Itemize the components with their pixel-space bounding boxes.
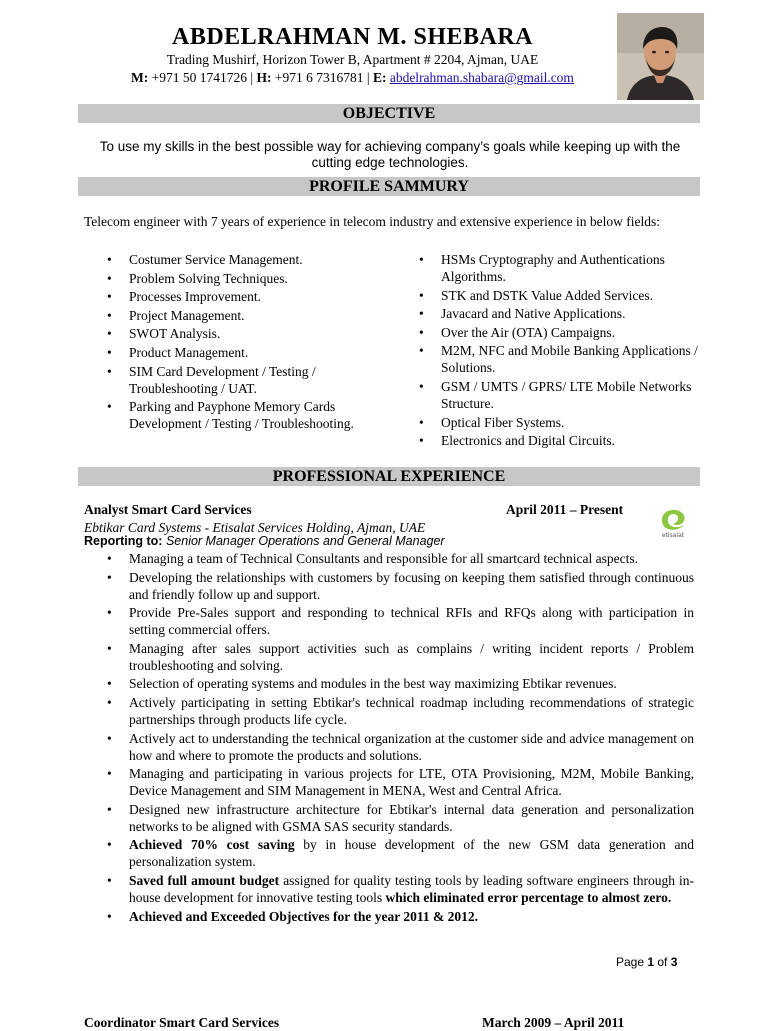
profile-heading: PROFILE SAMMURY [78,177,700,196]
experience-heading: PROFESSIONAL EXPERIENCE [78,467,700,486]
list-item [84,801,694,835]
list-item: • SWOT Analysis. [84,325,384,342]
bullet-text: Selection of operating systems and modules in the best way maximizing Ebtikar revenues. [129,676,617,692]
bullet-text: Managing a team of Technical Consultants and responsible for all smartcard technical aspects. [129,551,639,566]
reporting-label: Reporting to: [84,534,163,548]
highlight-text: which eliminated error percentage to almost zero. [385,889,672,905]
bullet-text: Actively act to understanding the technical organization at the customer side and advice management on how and where to promote the products and solutions. [129,730,694,763]
list-item: • M2M, NFC and Mobile Banking Applications / Solutions. [396,342,701,376]
list-item: • Problem Solving Techniques. [84,270,384,287]
list-item: • Processes Improvement. [84,288,384,305]
skills-left-column [84,251,384,434]
list-item [84,550,694,567]
list-item [84,872,694,906]
list-item [84,908,694,925]
home-number: +971 6 7316781 [274,70,364,85]
objective-text: To use my skills in the best possible way for achieving company’s goals while keeping up with the cutting edge technologies. [99,139,681,170]
list-item: • Electronics and Digital Circuits. [396,432,701,449]
bullet-text: Provide Pre-Sales support and responding to technical RFIs and RFQs along with participation in setting commercial offers. [129,605,694,638]
reporting-line [84,534,445,548]
company-name: Ebtikar Card Systems - Etisalat Services Holding, Ajman, UAE [84,520,426,535]
list-item: • Javacard and Native Applications. [396,305,701,322]
candidate-name: ABDELRAHMAN M. SHEBARA [171,24,533,50]
logo-text: etisalat [661,532,685,539]
list-item [84,675,694,692]
etisalat-logo [656,506,690,542]
list-item [84,836,694,870]
objective-heading: OBJECTIVE [78,104,700,123]
bullet-text: assigned for quality testing tools by leading software engineers through in-house development for innovative testing tools [129,872,694,905]
bullet-text: Actively participating in setting Ebtikar's technical roadmap including recommendations of strategic partnerships through products life cycle. [129,694,694,727]
reporting-to: Senior Manager Operations and General Manager [165,534,445,548]
next-job-title: Coordinator Smart Card Services [84,1015,280,1030]
separator: | [363,70,373,85]
job-title: Analyst Smart Card Services [84,502,252,517]
bullet-text: Designed new infrastructure architecture for Ebtikar's internal data generation and personalization networks to be aligned with GSMA SAS security standards. [129,801,694,834]
highlight-text: Achieved 70% cost saving [129,837,295,853]
list-item: • GSM / UMTS / GPRS/ LTE Mobile Networks Structure. [396,378,701,412]
separator: | [247,70,257,85]
contact-line [0,70,705,86]
job-dates: April 2011 – Present [506,502,624,517]
list-item [84,569,694,603]
address: Trading Mushirf, Horizon Tower B, Apartment # 2204, Ajman, UAE [166,52,539,67]
bullet-text: Managing and participating in various projects for LTE, OTA Provisioning, M2M, Mobile Banking, Device Management and SIM Management in MENA, West and Central Africa. [129,766,694,799]
list-item: • Parking and Payphone Memory Cards Development / Testing / Troubleshooting. [84,398,384,432]
list-item [84,640,694,674]
next-job-dates: March 2009 – April 2011 [482,1015,625,1030]
list-item: • Product Management. [84,344,384,361]
list-item: • Project Management. [84,307,384,324]
home-label: H: [256,70,272,85]
email-link[interactable]: abdelrahman.shabara@gmail.com [389,70,574,85]
experience-bullets [84,550,694,926]
list-item [84,730,694,764]
list-item: • Over the Air (OTA) Campaigns. [396,324,701,341]
list-item [84,604,694,638]
page-number: Page 1 of 3 [616,955,678,969]
bullet-text: Developing the relationships with customers by focusing on keeping them satisfied through continuous and friendly follow up and support. [129,569,694,602]
bullet-text: by in house development of the new GSM data generation and personalization system. [129,837,694,870]
skills-right-column [396,251,701,451]
list-item [84,694,694,728]
list-item: • SIM Card Development / Testing / Troubleshooting / UAT. [84,363,384,397]
list-item: • Costumer Service Management. [84,251,384,268]
list-item: • HSMs Cryptography and Authentications Algorithms. [396,251,701,285]
email-label: E: [372,70,387,85]
list-item [84,765,694,799]
list-item: • Optical Fiber Systems. [396,414,701,431]
profile-intro: Telecom engineer with 7 years of experience in telecom industry and extensive experience in below fields: [84,214,660,229]
list-item: • STK and DSTK Value Added Services. [396,287,701,304]
bullet-text: Managing after sales support activities such as complains / writing incident reports / Problem troubleshooting and solving. [129,640,694,673]
highlight-text: Saved full amount budget [129,872,280,888]
highlight-text: Achieved and Exceeded Objectives for the year 2011 & 2012. [129,908,478,924]
profile-photo [617,13,704,100]
mobile-label: M: [131,70,149,85]
mobile-number: +971 50 1741726 [151,70,248,85]
